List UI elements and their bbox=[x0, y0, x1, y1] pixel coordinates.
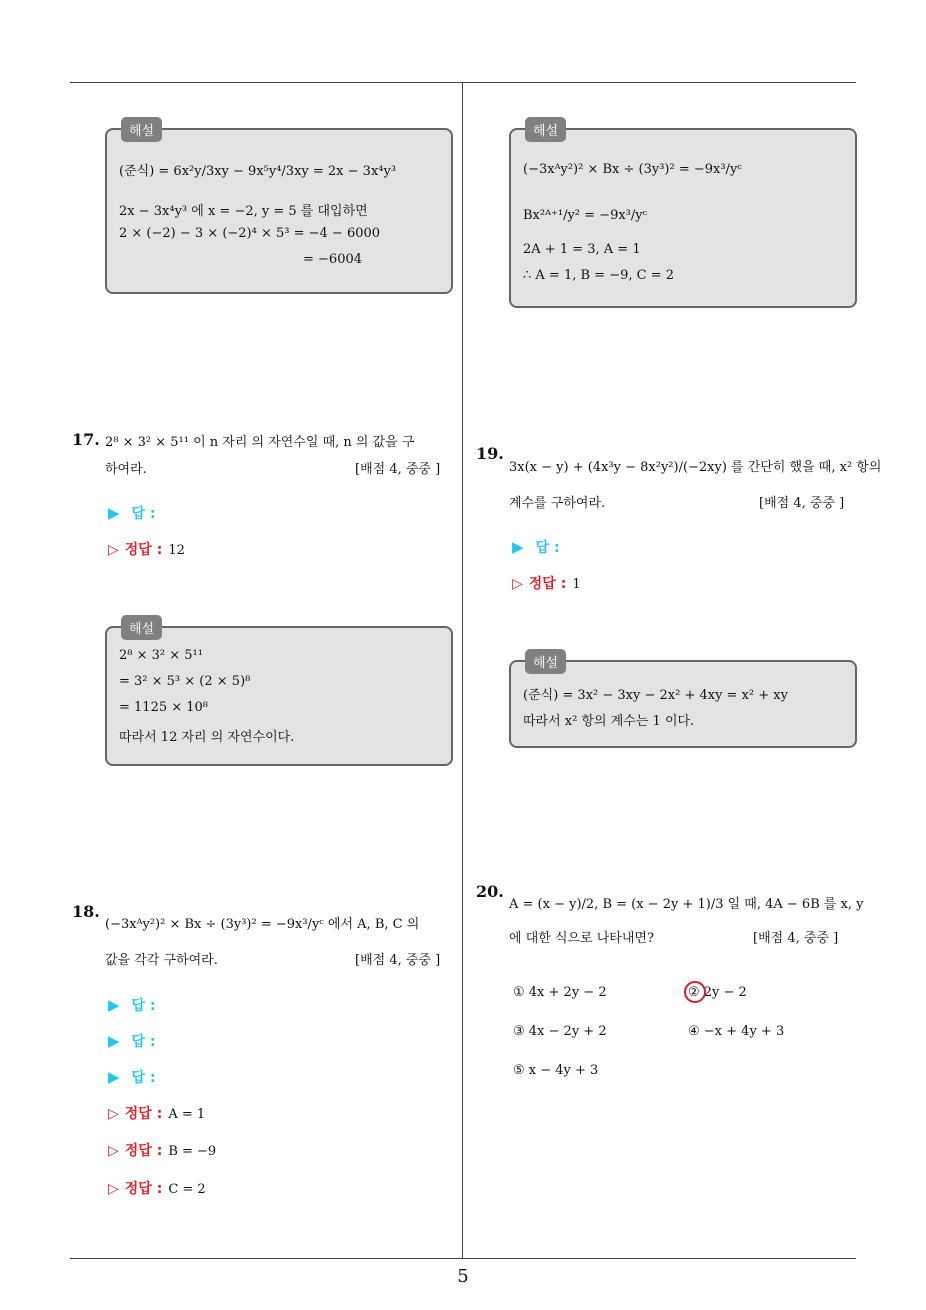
choice-2[interactable]: ② 2y − 2 bbox=[688, 985, 747, 1000]
explanation-tag: 해설 bbox=[525, 117, 566, 142]
choice-1[interactable]: ① 4x + 2y − 2 bbox=[513, 985, 607, 1000]
answer-label: 답 : bbox=[131, 998, 156, 1014]
question-18-text: (−3xᴬy²)² × Bx ÷ (3y³)² = −9x³/yᶜ 에서 A, B, C 의 bbox=[105, 917, 420, 932]
answer-line bbox=[108, 1031, 156, 1051]
hollow-triangle-icon: ▷ bbox=[108, 1106, 119, 1122]
explanation-tag: 해설 bbox=[525, 649, 566, 674]
correct-label: 정답 : bbox=[124, 1143, 163, 1159]
explanation-line: = 1125 × 10⁸ bbox=[119, 700, 209, 715]
play-icon: ▶ bbox=[512, 538, 524, 556]
correct-answer-line bbox=[108, 1178, 206, 1198]
footer-rule bbox=[70, 1258, 856, 1259]
correct-label: 정답 : bbox=[528, 576, 567, 592]
question-20-text: A = (x − y)/2, B = (x − 2y + 1)/3 일 때, 4A − 6B 를 x, y bbox=[509, 897, 864, 912]
choice-4[interactable]: ④ −x + 4y + 3 bbox=[688, 1024, 785, 1039]
column-divider bbox=[462, 83, 463, 1258]
explanation-line: 2x − 3x⁴y³ 에 x = −2, y = 5 를 대입하면 bbox=[119, 204, 368, 219]
hollow-triangle-icon: ▷ bbox=[108, 1181, 119, 1197]
correct-value: C = 2 bbox=[168, 1182, 206, 1197]
explanation-line: ∴ A = 1, B = −9, C = 2 bbox=[523, 268, 674, 283]
explanation-line: Bx²ᴬ⁺¹/y² = −9x³/yᶜ bbox=[523, 208, 648, 223]
play-icon: ▶ bbox=[108, 996, 120, 1014]
explanation-line: 2A + 1 = 3, A = 1 bbox=[523, 242, 641, 257]
play-icon: ▶ bbox=[108, 1032, 120, 1050]
answer-label: 답 : bbox=[131, 1034, 156, 1050]
play-icon: ▶ bbox=[108, 1068, 120, 1086]
correct-label: 정답 : bbox=[124, 542, 163, 558]
question-20-score: [배점 4, 중중 ] bbox=[753, 931, 839, 946]
explanation-line: 2 × (−2) − 3 × (−2)⁴ × 5³ = −4 − 6000 bbox=[119, 226, 381, 241]
explanation-line: (준식) = 6x²y/3xy − 9x⁵y⁴/3xy = 2x − 3x⁴y³ bbox=[119, 164, 397, 179]
explanation-tag: 해설 bbox=[121, 615, 162, 640]
hollow-triangle-icon: ▷ bbox=[108, 1143, 119, 1159]
choice-3[interactable]: ③ 4x − 2y + 2 bbox=[513, 1024, 607, 1039]
question-17-text: 하여라. bbox=[105, 462, 147, 477]
answer-line bbox=[108, 995, 156, 1015]
explanation-line: = −6004 bbox=[303, 252, 363, 267]
explanation-box-19 bbox=[509, 656, 857, 748]
correct-value: A = 1 bbox=[168, 1107, 206, 1122]
correct-answer-line bbox=[108, 1103, 205, 1123]
answer-line bbox=[108, 1067, 156, 1087]
correct-label: 정답 : bbox=[124, 1106, 163, 1122]
question-17-text: 2⁸ × 3² × 5¹¹ 이 n 자리 의 자연수일 때, n 의 값을 구 bbox=[105, 435, 415, 450]
question-number-19: 19. bbox=[476, 444, 504, 463]
explanation-line: 따라서 12 자리 의 자연수이다. bbox=[119, 730, 295, 745]
explanation-line: 2⁸ × 3² × 5¹¹ bbox=[119, 648, 203, 663]
question-18-text: 값을 각각 구하여라. bbox=[105, 953, 218, 968]
question-18-score: [배점 4, 중중 ] bbox=[355, 953, 441, 968]
answer-label: 답 : bbox=[131, 506, 156, 522]
explanation-line: (−3xᴬy²)² × Bx ÷ (3y³)² = −9x³/yᶜ bbox=[523, 162, 742, 177]
question-number-18: 18. bbox=[72, 902, 100, 921]
correct-answer-line bbox=[108, 1140, 216, 1160]
explanation-box-17 bbox=[105, 622, 453, 766]
hollow-triangle-icon: ▷ bbox=[108, 542, 119, 558]
correct-answer-line bbox=[512, 573, 581, 593]
explanation-box-18 bbox=[509, 124, 857, 308]
question-19-score: [배점 4, 중중 ] bbox=[759, 496, 845, 511]
correct-answer-line bbox=[108, 539, 185, 559]
explanation-line: (준식) = 3x² − 3xy − 2x² + 4xy = x² + xy bbox=[523, 688, 788, 703]
header-rule bbox=[70, 82, 856, 83]
explanation-line: 따라서 x² 항의 계수는 1 이다. bbox=[523, 714, 695, 729]
explanation-box-16 bbox=[105, 124, 453, 294]
correct-label: 정답 : bbox=[124, 1181, 163, 1197]
hollow-triangle-icon: ▷ bbox=[512, 576, 523, 592]
correct-value: 1 bbox=[572, 577, 581, 592]
answer-label: 답 : bbox=[131, 1070, 156, 1086]
selected-circle-mark bbox=[684, 981, 706, 1003]
question-19-text: 3x(x − y) + (4x³y − 8x²y²)/(−2xy) 를 간단히 했을 때, x² 항의 bbox=[509, 460, 882, 475]
question-17-score: [배점 4, 중중 ] bbox=[355, 462, 441, 477]
question-number-17: 17. bbox=[72, 430, 100, 449]
question-19-text: 계수를 구하여라. bbox=[509, 496, 606, 511]
answer-line bbox=[512, 537, 560, 557]
explanation-tag: 해설 bbox=[121, 117, 162, 142]
choice-5[interactable]: ⑤ x − 4y + 3 bbox=[513, 1063, 599, 1078]
play-icon: ▶ bbox=[108, 504, 120, 522]
correct-value: 12 bbox=[168, 543, 185, 558]
answer-line bbox=[108, 503, 156, 523]
question-number-20: 20. bbox=[476, 882, 504, 901]
correct-value: B = −9 bbox=[168, 1144, 217, 1159]
question-20-text: 에 대한 식으로 나타내면? bbox=[509, 931, 654, 946]
explanation-line: = 3² × 5³ × (2 × 5)⁸ bbox=[119, 674, 251, 689]
page-number: 5 bbox=[457, 1266, 469, 1287]
answer-label: 답 : bbox=[535, 540, 560, 556]
